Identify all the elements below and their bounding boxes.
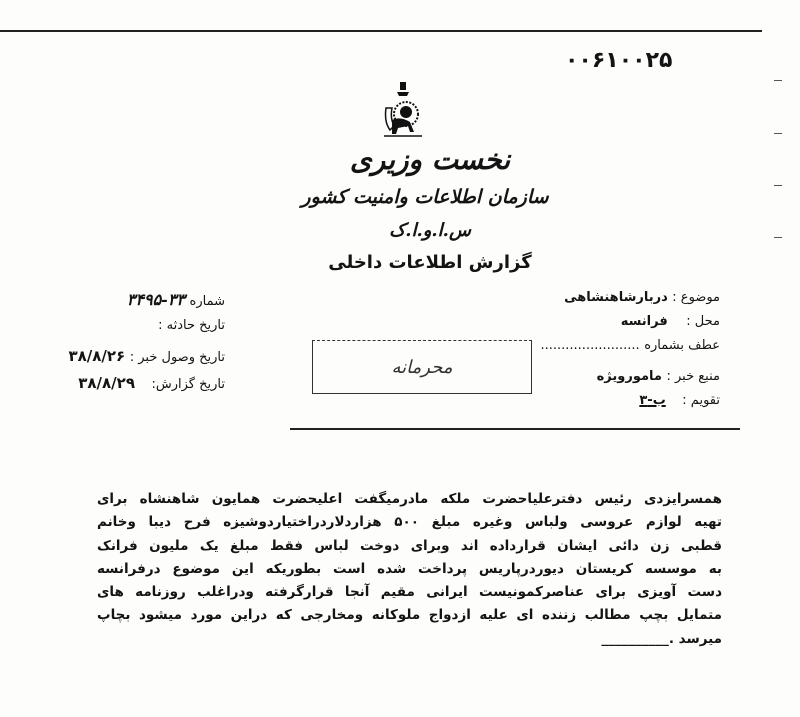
document-serial-number: ۰۰۶۱۰۰۲۵ [565, 48, 673, 73]
field-location: محل : فرانسه [620, 314, 720, 329]
field-number: شماره ۳۳-۳۴۹۵ [126, 290, 225, 309]
header-prime-ministry: نخست وزیری [349, 143, 511, 176]
field-subject: موضوع : دربارشاهنشاهی [564, 290, 720, 305]
body-line: متمایل بچپ مطالب زننده ای علیه ازدواج ملوکانه ومخارجی که دراین مورد میشود بچاپ [97, 607, 722, 624]
field-reference-number: عطف بشماره ........................ [540, 338, 720, 353]
header-organization: سازمان اطلاعات وامنیت کشور [301, 186, 549, 208]
margin-tick [774, 80, 782, 81]
field-news-source: منبع خبر : مامورویژه [596, 369, 720, 384]
top-border-line [0, 30, 762, 32]
body-line: تهیه لوازم عروسی ولباس وغیره مبلغ ۵۰۰ هزاردلاردراختیاردوشیزه فرح دیبا وخانم [97, 514, 722, 531]
confidential-stamp: محرمانه [312, 340, 532, 394]
body-line: قطبی زن دائی ایشان قرارداده اند وبرای دوخت لباس فقط مبلغ یک ملیون فرانک [97, 537, 722, 554]
body-line: میرسد .__________ [601, 630, 722, 647]
margin-tick [774, 185, 782, 186]
header-abbreviation: س.ا.و.ا.ک [389, 220, 471, 241]
margin-tick [774, 133, 782, 134]
report-body [97, 488, 722, 651]
field-evaluation: تقویم : ب-۳ [639, 393, 720, 408]
header-divider [290, 428, 740, 430]
field-report-date: تاریخ گزارش: ۳۸/۸/۲۹ [78, 374, 225, 392]
field-incident-date: تاریخ حادثه : [158, 318, 225, 333]
body-line: به موسسه کریستان دیوردرپاریس پرداخت شده است بطوریکه این موضوع درفرانسه [97, 560, 722, 577]
lion-and-sun-emblem-icon [380, 82, 426, 142]
header-report-type: گزارش اطلاعات داخلی [328, 252, 532, 273]
body-line: همسرایزدی رئیس دفترعلیاحضرت ملکه مادرمیگفت اعلیحضرت همایون شاهنشاه برای [97, 491, 722, 507]
margin-tick [774, 237, 782, 238]
field-receipt-date: تاریخ وصول خبر : ۳۸/۸/۲۶ [68, 347, 225, 365]
body-line: دست آویزی برای عناصرکمونیست ایرانی مقیم آنجا قرارگرفته ودراغلب روزنامه های [97, 584, 722, 601]
